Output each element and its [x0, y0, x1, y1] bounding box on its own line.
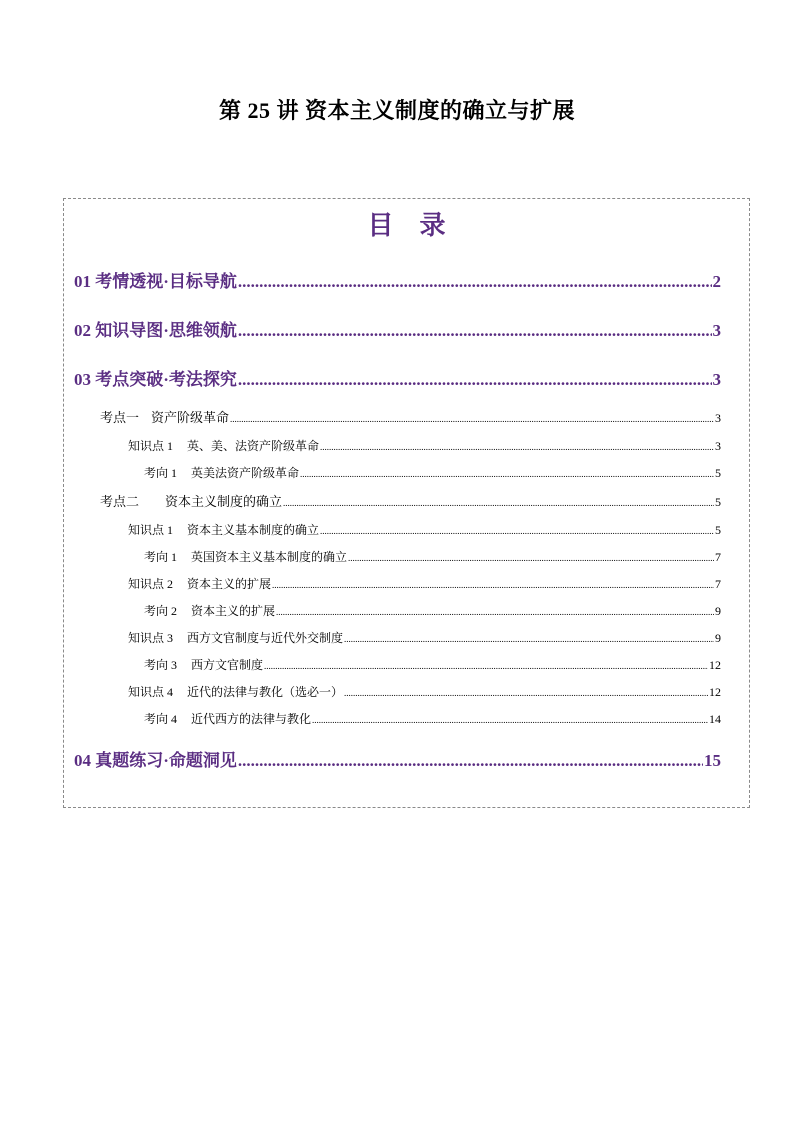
dot-leader — [312, 715, 708, 725]
toc-entry-prefix: 考向 2 — [144, 604, 178, 618]
toc-entry-prefix: 知识点 3 — [128, 631, 174, 645]
toc-entry-prefix: 考点二 — [100, 494, 140, 509]
toc-page-number: 3 — [712, 370, 721, 389]
toc-section-label: 01 考情透视·目标导航 — [74, 272, 237, 291]
toc-section-03[interactable] — [74, 365, 721, 390]
toc-kaoxiang-2-1[interactable] — [144, 548, 721, 565]
toc-entry-title: 西方文官制度与近代外交制度 — [187, 631, 344, 645]
toc-page-number: 5 — [715, 495, 721, 509]
toc-page-number: 2 — [712, 272, 721, 291]
toc-entry-prefix: 知识点 4 — [128, 685, 174, 699]
dot-leader — [344, 634, 714, 644]
toc-entry-prefix: 考向 4 — [144, 712, 178, 726]
dot-leader — [238, 321, 712, 341]
toc-kaodian-1[interactable] — [100, 407, 721, 426]
toc-entry-title: 资产阶级革命 — [151, 410, 230, 425]
toc-kaoxiang-2-3[interactable] — [144, 656, 721, 673]
toc-entry-title: 资本主义的扩展 — [187, 577, 272, 591]
toc-page-number: 14 — [709, 712, 721, 726]
toc-section-04[interactable] — [74, 746, 721, 771]
dot-leader — [272, 580, 714, 590]
toc-entry-title: 资本主义的扩展 — [191, 604, 276, 618]
toc-zhishidian-2-1[interactable] — [128, 521, 721, 538]
toc-zhishidian-2-3[interactable] — [128, 629, 721, 646]
dot-leader — [320, 442, 714, 452]
dot-leader — [264, 661, 708, 671]
toc-zhishidian-2-2[interactable] — [128, 575, 721, 592]
toc-entry-prefix: 考点一 — [100, 410, 140, 425]
page-title: 第 25 讲 资本主义制度的确立与扩展 — [218, 98, 575, 123]
toc-page-number: 12 — [709, 658, 721, 672]
toc-entry-title: 英美法资产阶级革命 — [191, 466, 300, 480]
toc-entry-prefix: 知识点 1 — [128, 523, 174, 537]
toc-entry-title: 英、美、法资产阶级革命 — [187, 439, 320, 453]
toc-entry-label — [100, 491, 282, 510]
toc-entry-label — [144, 464, 299, 481]
toc-zhishidian-2-4[interactable] — [128, 683, 721, 700]
toc-heading: 目录 — [367, 211, 472, 240]
toc-entry-title: 英国资本主义基本制度的确立 — [191, 550, 348, 564]
toc-page-number: 3 — [715, 439, 721, 453]
toc-entry-title: 近代的法律与教化（选必一） — [187, 685, 344, 699]
toc-page-number: 12 — [709, 685, 721, 699]
toc-entry-prefix: 知识点 1 — [128, 439, 174, 453]
toc-entry-prefix: 考向 1 — [144, 466, 178, 480]
toc-entry-label — [144, 656, 263, 673]
toc-entry-title: 近代西方的法律与教化 — [191, 712, 312, 726]
toc-entry-label — [128, 683, 343, 700]
toc-entry-prefix: 考向 3 — [144, 658, 178, 672]
toc-entry-label — [128, 575, 271, 592]
toc-entry-label — [128, 629, 343, 646]
toc-entry-title: 资本主义基本制度的确立 — [187, 523, 320, 537]
toc-page-number: 3 — [712, 321, 721, 340]
toc-zhishidian-1-1[interactable] — [128, 437, 721, 454]
dot-leader — [238, 272, 712, 292]
toc-section-label: 03 考点突破·考法探究 — [74, 370, 237, 389]
toc-entry-label — [100, 407, 229, 426]
toc-kaoxiang-2-4[interactable] — [144, 710, 721, 727]
dot-leader — [348, 553, 714, 563]
dot-leader — [283, 498, 714, 508]
toc-page-number: 5 — [715, 523, 721, 537]
toc-section-01[interactable] — [74, 267, 721, 292]
dot-leader — [344, 688, 708, 698]
toc-kaoxiang-2-2[interactable] — [144, 602, 721, 619]
toc-entry-label — [128, 521, 319, 538]
toc-entry-title: 西方文官制度 — [191, 658, 264, 672]
toc-entry-prefix: 知识点 2 — [128, 577, 174, 591]
dot-leader — [320, 526, 714, 536]
toc-kaodian-2[interactable] — [100, 491, 721, 510]
toc-page-number: 7 — [715, 550, 721, 564]
toc-entry-label — [144, 602, 275, 619]
toc-entry-label — [128, 437, 319, 454]
toc-page-number: 3 — [715, 411, 721, 425]
table-of-contents — [63, 198, 750, 808]
toc-page-number: 7 — [715, 577, 721, 591]
dot-leader — [230, 414, 714, 424]
toc-entry-label — [144, 548, 347, 565]
toc-page-number: 5 — [715, 466, 721, 480]
toc-page-number: 9 — [715, 604, 721, 618]
toc-entry-title: 资本主义制度的确立 — [165, 494, 283, 509]
toc-section-label: 02 知识导图·思维领航 — [74, 321, 237, 340]
dot-leader — [238, 370, 712, 390]
dot-leader — [300, 469, 714, 479]
toc-kaoxiang-1-1[interactable] — [144, 464, 721, 481]
toc-page-number: 9 — [715, 631, 721, 645]
toc-section-label: 04 真题练习·命题洞见 — [74, 751, 237, 770]
toc-entry-label — [144, 710, 311, 727]
toc-entry-prefix: 考向 1 — [144, 550, 178, 564]
dot-leader — [276, 607, 714, 617]
toc-page-number: 15 — [704, 751, 721, 770]
toc-section-02[interactable] — [74, 316, 721, 341]
dot-leader — [238, 751, 703, 771]
